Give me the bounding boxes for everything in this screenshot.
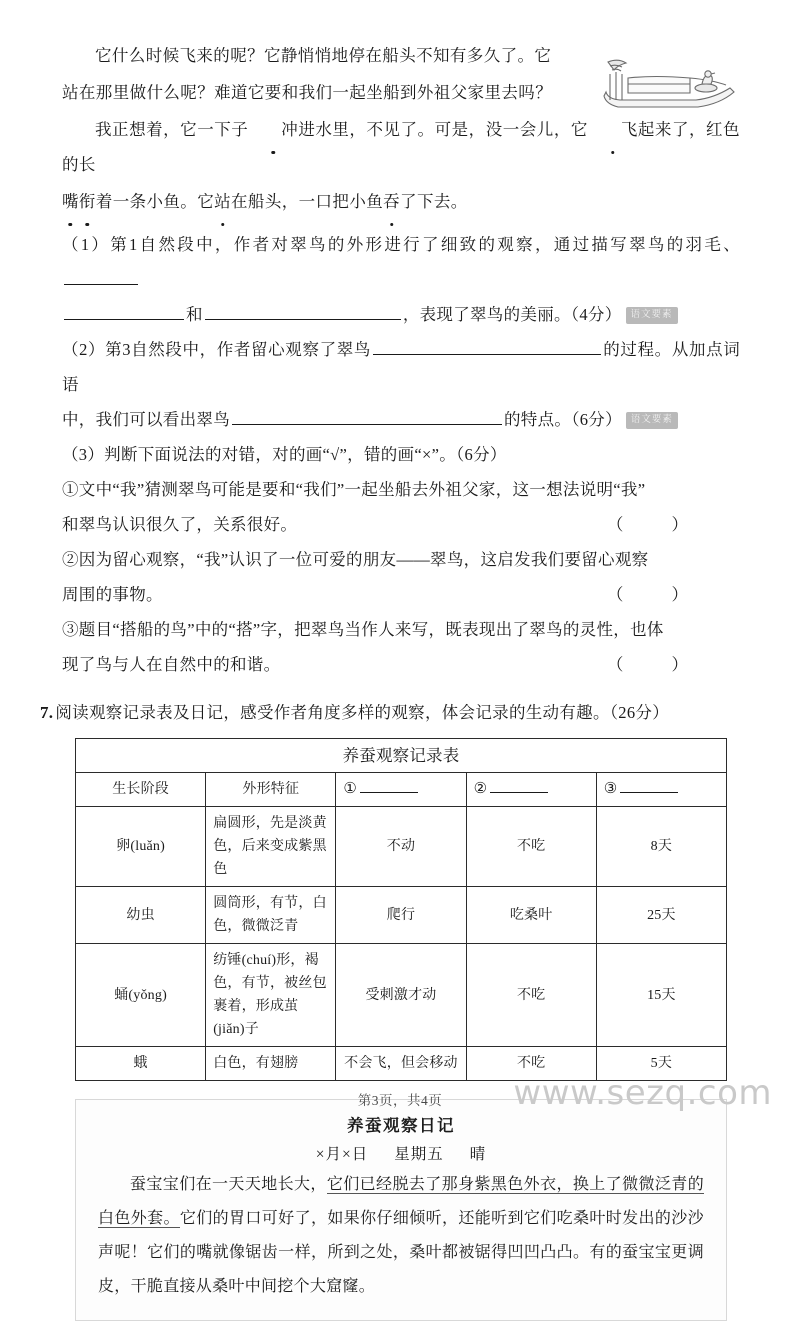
cell-stage: 蛾 [76,1047,206,1081]
cell-feature: 纺锤(chuí)形，褐色，有节，被丝包裹着，形成茧(jiǎn)子 [206,944,336,1047]
table-header-row [76,773,727,807]
passage-paragraph-2-line-2: 嘴衔着一条小鱼。它站在船头，一口把小鱼吞了下去。 [62,184,740,219]
cell-stage: 卵(luǎn) [76,807,206,887]
diary-body-post: 它们的胃口可好了，如果你仔细倾听，还能听到它们吃桑叶时发出的沙沙声呢！它们的嘴就像锯齿一样，所到之处，桑叶都被锯得凹凹凸凸。有的蚕宝宝更调皮，干脆直接从桑叶中间挖个大窟窿。 [98,1210,704,1295]
judgement-answer-parenthesis[interactable]: （ ） [606,515,710,534]
diary-date-line [98,1142,704,1164]
cell-feature: 扁圆形，先是淡黄色，后来变成紫黑色 [206,807,336,887]
silkworm-observation-table [75,738,727,1081]
cell-col1: 受刺激才动 [336,944,466,1047]
table-title-row [76,739,727,773]
cell-stage: 幼虫 [76,887,206,944]
diary-weekday: 星期五 [394,1146,444,1163]
question-7-text: 阅读观察记录表及日记，感受作者角度多样的观察，体会记录的生动有趣。（26分） [55,703,670,722]
passage-paragraph-2-line-1: 我正想着，它一下子 冲进水里，不见了。可是，没一会儿，它 飞起来了，红色的长 [62,112,740,182]
diary-underlined-sentence: 它们已经脱去了那身紫黑色外衣，换上了微微泛青的白色外套。 [98,1176,704,1227]
emphasis-dot-char: 飞 [588,112,638,147]
diary-body-pre: 蚕宝宝们在一天天地长大， [130,1176,327,1193]
status-badge: 语文要素 [626,307,678,324]
cell-col3: 5天 [596,1047,726,1081]
emphasis-dot-char: 站 [214,184,231,219]
reading-passage [62,38,740,219]
watermark: www.sezq.com [513,1073,772,1113]
cell-col1: 不会飞，但会移动 [336,1047,466,1081]
passage-paragraph-1-line-1: 它什么时候飞来的呢？它静悄悄地停在船头不知有多久了。它 [95,46,552,65]
answer-blank[interactable] [205,303,401,320]
column-header-blank-3 [596,773,726,807]
answer-blank[interactable] [360,779,418,793]
question-2-line-2: 中，我们可以看出翠鸟 的特点。（6分） 语文要素 [62,402,740,437]
column-header-stage: 生长阶段 [76,773,206,807]
boat-with-bird-illustration [594,44,746,116]
answer-blank[interactable] [620,779,678,793]
cell-feature: 圆筒形，有节，白色，微微泛青 [206,887,336,944]
cell-col1: 不动 [336,807,466,887]
question-7-heading [40,696,740,730]
judgement-3-line-2: 现了鸟与人在自然中的和谐。 （ ） [62,647,740,682]
circled-number-2: ② [473,781,488,797]
answer-blank[interactable] [490,779,548,793]
cell-stage: 蛹(yǒng) [76,944,206,1047]
diary-title: 养蚕观察日记 [347,1116,455,1135]
question-3-prompt: （3）判断下面说法的对错，对的画“√”，错的画“×”。（6分） [62,445,507,464]
judgement-answer-parenthesis[interactable]: （ ） [606,585,710,604]
table-row [76,944,727,1047]
observation-diary-card [75,1099,727,1321]
table-row [76,807,727,887]
circled-number-3: ③ [603,781,618,797]
answer-blank[interactable] [373,338,601,355]
question-7-number: 7. [40,703,54,722]
judgement-1-line-2: 和翠鸟认识很久了，关系很好。 （ ） [62,507,740,542]
judgement-2-line-1: ②因为留心观察，“我”认识了一位可爱的朋友——翠鸟，这启发我们要留心观察 [62,550,649,569]
judgement-answer-parenthesis[interactable]: （ ） [606,655,710,674]
cell-col3: 8天 [596,807,726,887]
question-1-line-1: （1）第1自然段中，作者对翠鸟的外形进行了细致的观察，通过描写翠鸟的羽毛、 [62,227,740,297]
cell-col2: 不吃 [466,807,596,887]
cell-col3: 25天 [596,887,726,944]
column-header-feature: 外形特征 [206,773,336,807]
emphasis-dot-char: 嘴 [62,184,79,219]
column-header-blank-2 [466,773,596,807]
status-badge: 语文要素 [626,412,678,429]
emphasis-dot-char: 冲 [248,112,298,147]
judgement-1-line-1: ①文中“我”猜测翠鸟可能是要和“我们”一起坐船去外祖父家，这一想法说明“我” [62,480,646,499]
column-header-blank-1 [336,773,466,807]
cell-col2: 不吃 [466,1047,596,1081]
page-footer: 第3页，共4页 [357,1093,443,1108]
cell-feature: 白色，有翅膀 [206,1047,336,1081]
judgement-2-line-2: 周围的事物。 （ ） [62,577,740,612]
emphasis-dot-char: 吞 [383,184,400,219]
judgement-3-line-1: ③题目“搭船的鸟”中的“搭”字，把翠鸟当作人来写，既表现出了翠鸟的灵性，也体 [62,620,664,639]
diary-body [98,1168,704,1304]
table-row [76,887,727,944]
question-1-line-2: 和 ，表现了翠鸟的美丽。（4分） 语文要素 [62,297,740,332]
answer-blank[interactable] [64,303,184,320]
answer-blank[interactable] [232,408,502,425]
answer-blank[interactable] [64,268,138,285]
cell-col2: 不吃 [466,944,596,1047]
diary-weather: 晴 [469,1146,487,1163]
cell-col3: 15天 [596,944,726,1047]
circled-number-1: ① [343,781,358,797]
question-2-line-1: （2）第3自然段中，作者留心观察了翠鸟 的过程。从加点词语 [62,340,741,394]
cell-col1: 爬行 [336,887,466,944]
cell-col2: 吃桑叶 [466,887,596,944]
table-title: 养蚕观察记录表 [76,739,727,773]
passage-paragraph-1-line-2: 站在那里做什么呢？难道它要和我们一起坐船到外祖父家里去吗？ [62,83,553,102]
emphasis-dot-char: 衔 [79,184,96,219]
diary-date: ×月×日 [315,1146,369,1163]
